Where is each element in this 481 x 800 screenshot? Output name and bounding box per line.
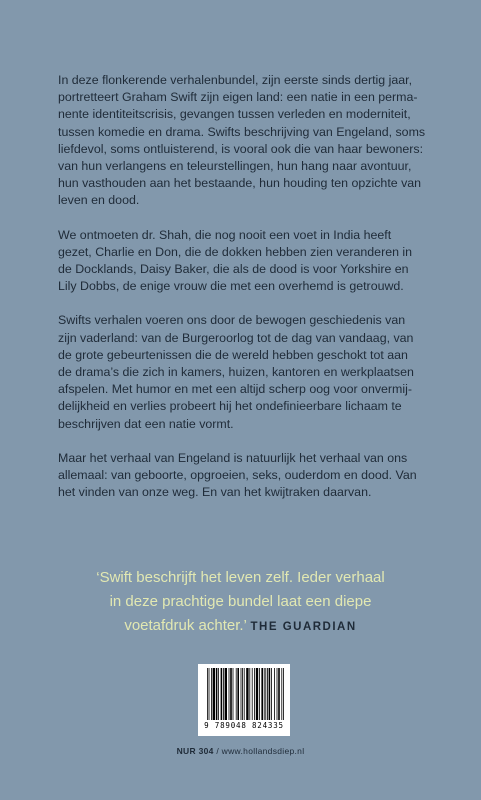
isbn-barcode [198,664,290,736]
barcode-bar [211,668,212,720]
barcode-bar [216,668,218,720]
barcode-bar [277,668,278,720]
barcode-bar [278,668,280,720]
barcode-bar [213,668,215,720]
barcode-bar [221,668,223,720]
barcode-bar [271,668,272,720]
barcode-bar [242,668,243,720]
barcode-bar [281,668,282,720]
nur-code: NUR 304 [176,746,214,756]
imprint-line [0,746,481,756]
blurb-paragraph-1: In deze flonkerende verhalenbundel, zijn eerste sinds dertig jaar, portretteert Graham Swift zijn eigen land: een natie in een perma- nente identiteitscrisis, gevangen tussen verleden en moderniteit, tussen komedie en drama. Swifts beschrijving van Engeland, soms liefdevol, soms ontluisterend, is vooral ook die van haar bewoners: van hun verlangens en teleurstellingen, hun hang naar avontuur, hun vasthouden aan het bestaande, hun houding ten opzichte van leven en dood. [58,73,426,208]
press-quote-text: ‘Swift beschrijft het leven zelf. Ieder verhaal in deze prachtige bundel laat een diepe voetafdruk achter.’ [96,569,385,634]
barcode-bar [249,668,250,720]
barcode-bar [256,668,258,720]
barcode-bar [267,668,268,720]
barcode-bar [246,668,248,720]
imprint-separator: / [213,746,222,756]
barcode-bar [264,668,265,720]
barcode-bar [230,668,232,720]
blurb-paragraph-3: Swifts verhalen voeren ons door de bewogen geschiedenis van zijn vaderland: van de Burgeroorlog tot de dag van vandaag, van de grote gebeurtenissen die de wereld hebben geschokt tot aan de drama’s die zich in kamers, huizen, kantoren en werkplaatsen afspelen. Met humor en met een altijd scherp oog voor onvermij- delijkheid en verlies probeert hij het ondefinieerbare lichaam te beschrijven dat een natie vormt. [58,313,414,431]
barcode-bar [209,668,210,720]
barcode-bar [223,668,224,720]
barcode-bar [236,668,237,720]
barcode-bar [241,668,242,720]
barcode-bar [218,668,219,720]
barcode-bar [237,668,239,720]
barcode-bar [207,668,208,720]
isbn-digits: 9 789048 824335 [204,721,284,730]
barcode-bar [283,668,284,720]
barcode-bar [244,668,245,720]
barcode-bar [225,668,227,720]
barcode-bar [261,668,263,720]
barcode-bar [269,668,271,720]
barcode-bar [229,668,230,720]
publisher-website: www.hollandsdiep.nl [221,746,305,756]
barcode-bar [254,668,255,720]
barcode-bars [206,668,286,720]
back-cover-blurb [58,72,452,501]
press-quote [0,566,481,639]
blurb-paragraph-2: We ontmoeten dr. Shah, die nog nooit een voet in India heeft gezet, Charlie en Don, die de dokken hebben zien veranderen in de Docklands, Daisy Baker, die als de dood is voor Yorkshire en Lily Dobbs, de enige vrouw die met een overhemd is getrouwd. [58,227,413,294]
barcode-bar [259,668,260,720]
blurb-paragraph-4: Maar het verhaal van Engeland is natuurlijk het verhaal van ons allemaal: van geboorte, opgroeien, seks, ouderdom en dood. Van het vinden van onze weg. En van het kwijtraken daarvan. [58,450,417,500]
barcode-bar [265,668,266,720]
barcode-bar [233,668,234,720]
barcode-bar [274,668,275,720]
press-quote-attribution: THE GUARDIAN [250,621,357,633]
barcode-bar [252,668,253,720]
